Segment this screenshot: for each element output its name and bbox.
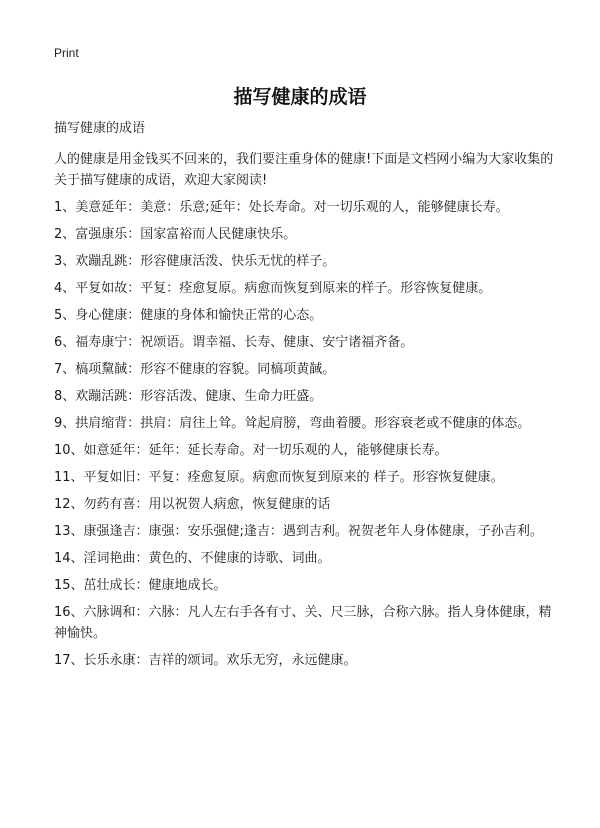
document-body [54,118,554,677]
idiom-entry-11: 11、平复如旧：平复：痊愈复原。病愈而恢复到原来的 样子。形容恢复健康。 [54,470,504,485]
idiom-entry-3: 3、欢蹦乱跳：形容健康活泼、快乐无忧的样子。 [54,254,336,269]
idiom-entry-2: 2、富强康乐：国家富裕而人民健康快乐。 [54,227,297,242]
idiom-entry-16: 16、六脉调和：六脉：凡人左右手各有寸、关、尺三脉，合称六脉。指人身体健康，精神愉快。 [54,605,552,641]
intro-paragraph: 人的健康是用金钱买不回来的，我们要注重身体的健康!下面是文档网小编为大家收集的关于描写健康的成语，欢迎大家阅读! [54,152,554,188]
idiom-entry-8: 8、欢蹦活跳：形容活泼、健康、生命力旺盛。 [54,389,323,404]
idiom-entry-7: 7、槁项黧馘：形容不健康的容貌。同槁项黄馘。 [54,362,336,377]
idiom-entry-14: 14、淫词艳曲：黄色的、不健康的诗歌、词曲。 [54,551,331,566]
idiom-entry-10: 10、如意延年：延年：延长寿命。对一切乐观的人，能够健康长寿。 [54,443,448,458]
idiom-entry-6: 6、福寿康宁：祝颂语。谓幸福、长寿、健康、安宁诸福齐备。 [54,335,414,350]
idiom-entry-5: 5、身心健康：健康的身体和愉快正常的心态。 [54,308,323,323]
idiom-entry-15: 15、茁壮成长：健康地成长。 [54,578,227,593]
idiom-list [54,197,554,671]
idiom-entry-9: 9、拱肩缩背：拱肩：肩往上耸。耸起肩膀，弯曲着腰。形容衰老或不健康的体态。 [54,416,531,431]
idiom-entry-13: 13、康强逢吉：康强：安乐强健;逢吉：遇到吉利。祝贺老年人身体健康，子孙吉利。 [54,524,543,539]
idiom-entry-4: 4、平复如故：平复：痊愈复原。病愈而恢复到原来的样子。形容恢复健康。 [54,281,492,296]
idiom-entry-1: 1、美意延年：美意：乐意;延年：处长寿命。对一切乐观的人，能够健康长寿。 [54,200,509,215]
document-title: 描写健康的成语 [233,86,367,108]
print-link[interactable]: Print [54,46,79,60]
idiom-entry-12: 12、勿药有喜：用以祝贺人病愈，恢复健康的话 [54,497,331,512]
idiom-entry-17: 17、长乐永康：吉祥的颂词。欢乐无穷，永远健康。 [54,653,357,668]
document-subtitle: 描写健康的成语 [54,121,146,136]
